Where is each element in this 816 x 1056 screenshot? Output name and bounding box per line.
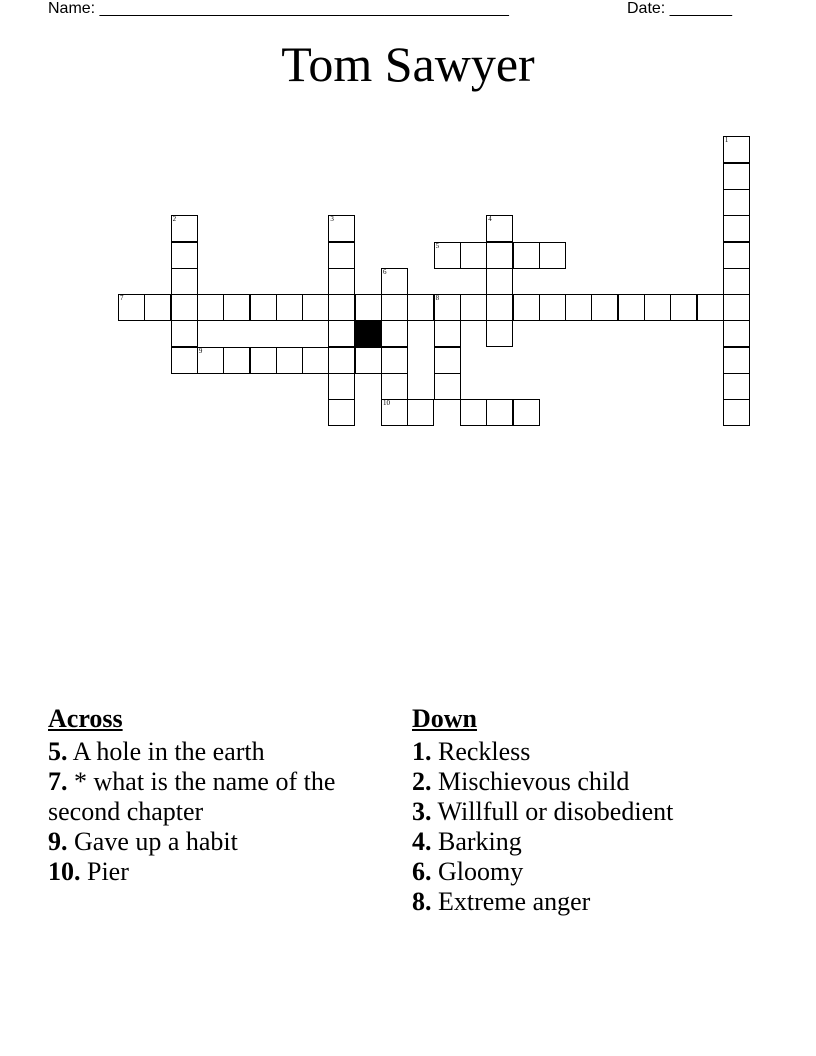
crossword-cell[interactable] (723, 399, 750, 426)
cell-number: 6 (383, 267, 387, 276)
across-clue-number: 5. (48, 737, 68, 766)
crossword-cell[interactable] (223, 294, 250, 321)
crossword-cell[interactable] (250, 347, 277, 374)
crossword-cell[interactable] (144, 294, 171, 321)
down-clue (412, 797, 772, 827)
down-clue-text: Mischievous child (438, 767, 630, 796)
crossword-cell[interactable] (197, 347, 224, 374)
crossword-cell[interactable] (460, 294, 487, 321)
crossword-cell[interactable] (250, 294, 277, 321)
crossword-cell[interactable] (486, 242, 513, 269)
crossword-cell[interactable] (618, 294, 645, 321)
cell-number: 5 (435, 241, 440, 250)
cell-number: 3 (330, 215, 334, 224)
across-clue-number: 10. (48, 857, 81, 886)
across-clue-text: A hole in the earth (72, 737, 265, 766)
crossword-cell[interactable] (223, 347, 250, 374)
crossword-cell[interactable] (276, 294, 303, 321)
crossword-cell[interactable] (723, 373, 750, 400)
down-clue-text: Gloomy (438, 857, 524, 886)
down-clue-list (412, 737, 772, 917)
crossword-cell[interactable] (539, 294, 566, 321)
crossword-cell[interactable] (328, 294, 355, 321)
down-clue-number: 8. (412, 887, 432, 916)
crossword-cell[interactable] (697, 294, 724, 321)
crossword-cell[interactable] (171, 347, 198, 374)
down-clue (412, 857, 772, 887)
crossword-grid (0, 0, 816, 420)
crossword-cell[interactable] (381, 320, 408, 347)
down-clue-number: 4. (412, 827, 432, 856)
crossword-cell[interactable] (381, 294, 408, 321)
crossword-cell[interactable] (434, 320, 461, 347)
across-clue (48, 737, 378, 767)
crossword-cell[interactable] (539, 242, 566, 269)
down-clue-number: 2. (412, 767, 432, 796)
crossword-cell[interactable] (328, 373, 355, 400)
across-clue-text: Pier (87, 857, 129, 886)
down-clue-text: Extreme anger (438, 887, 591, 916)
down-heading: Down (412, 704, 478, 733)
cell-number: 9 (198, 346, 203, 355)
down-clue-text: Willfull or disobedient (437, 797, 674, 826)
crossword-cell[interactable] (723, 189, 750, 216)
down-clue-text: Reckless (438, 737, 531, 766)
crossword-cell[interactable] (434, 373, 461, 400)
across-clue-number: 7. (48, 767, 68, 796)
crossword-cell[interactable] (723, 163, 750, 190)
crossword-cell[interactable] (723, 294, 750, 321)
crossword-cell[interactable] (381, 399, 408, 426)
crossword-cell[interactable] (171, 242, 198, 269)
crossword-cell[interactable] (434, 347, 461, 374)
crossword-cell[interactable] (328, 215, 355, 242)
crossword-cell[interactable] (171, 215, 198, 242)
crossword-cell[interactable] (723, 320, 750, 347)
across-clue-text: Gave up a habit (74, 827, 238, 856)
crossword-cell[interactable] (513, 294, 540, 321)
crossword-cell[interactable] (355, 347, 382, 374)
crossword-cell[interactable] (486, 320, 513, 347)
crossword-cell[interactable] (328, 320, 355, 347)
crossword-cell[interactable] (171, 294, 198, 321)
page-title: Tom Sawyer (281, 36, 535, 92)
across-clue (48, 767, 378, 827)
crossword-cell[interactable] (302, 347, 329, 374)
across-heading: Across (48, 704, 123, 733)
down-clues (412, 703, 772, 917)
crossword-cell[interactable] (434, 294, 461, 321)
crossword-cell[interactable] (328, 268, 355, 295)
crossword-cell[interactable] (302, 294, 329, 321)
crossword-cell[interactable] (171, 320, 198, 347)
down-clue-number: 1. (412, 737, 432, 766)
crossword-cell[interactable] (723, 215, 750, 242)
crossword-cell[interactable] (328, 347, 355, 374)
crossword-cell[interactable] (670, 294, 697, 321)
crossword-cell[interactable] (723, 347, 750, 374)
crossword-cell[interactable] (197, 294, 224, 321)
across-clue (48, 857, 378, 887)
crossword-cell[interactable] (276, 347, 303, 374)
crossword-cell[interactable] (591, 294, 618, 321)
crossword-cell[interactable] (513, 242, 540, 269)
crossword-cell[interactable] (460, 242, 487, 269)
crossword-cell[interactable] (513, 399, 540, 426)
crossword-cell[interactable] (355, 294, 382, 321)
across-clues (48, 703, 378, 887)
crossword-cell[interactable] (328, 399, 355, 426)
crossword-cell[interactable] (434, 242, 461, 269)
crossword-cell[interactable] (723, 268, 750, 295)
down-clue-number: 3. (412, 797, 432, 826)
cell-number: 4 (488, 215, 492, 224)
crossword-cell[interactable] (486, 268, 513, 295)
crossword-cell[interactable] (328, 242, 355, 269)
across-clue-list (48, 737, 378, 887)
down-clue (412, 737, 772, 767)
crossword-cell[interactable] (381, 347, 408, 374)
cell-number: 7 (120, 294, 124, 303)
name-field-line[interactable]: Name: ______________________________________________ (48, 0, 509, 17)
across-clue-number: 9. (48, 827, 68, 856)
cell-number: 2 (172, 215, 177, 224)
crossword-cell[interactable] (486, 294, 513, 321)
crossword-cell[interactable] (723, 136, 750, 163)
crossword-cell[interactable] (381, 373, 408, 400)
crossword-cell[interactable] (460, 399, 487, 426)
black-cell (355, 320, 382, 347)
crossword-cell[interactable] (486, 215, 513, 242)
down-clue (412, 887, 772, 917)
down-clue-number: 6. (412, 857, 432, 886)
crossword-cell[interactable] (407, 399, 434, 426)
crossword-cell[interactable] (565, 294, 592, 321)
date-field-line[interactable]: Date: _______ (627, 0, 732, 17)
across-clue (48, 827, 378, 857)
down-clue (412, 827, 772, 857)
cell-number: 10 (383, 399, 390, 408)
across-clue-text: * what is the name of the second chapter (48, 767, 336, 826)
down-clue (412, 767, 772, 797)
crossword-cell[interactable] (407, 294, 434, 321)
cell-number: 1 (724, 136, 729, 145)
crossword-cell[interactable] (644, 294, 671, 321)
down-clue-text: Barking (438, 827, 522, 856)
crossword-cell[interactable] (723, 242, 750, 269)
crossword-cell[interactable] (118, 294, 145, 321)
crossword-cell[interactable] (171, 268, 198, 295)
crossword-cell[interactable] (381, 268, 408, 295)
cell-number: 8 (435, 294, 440, 303)
crossword-cell[interactable] (486, 399, 513, 426)
